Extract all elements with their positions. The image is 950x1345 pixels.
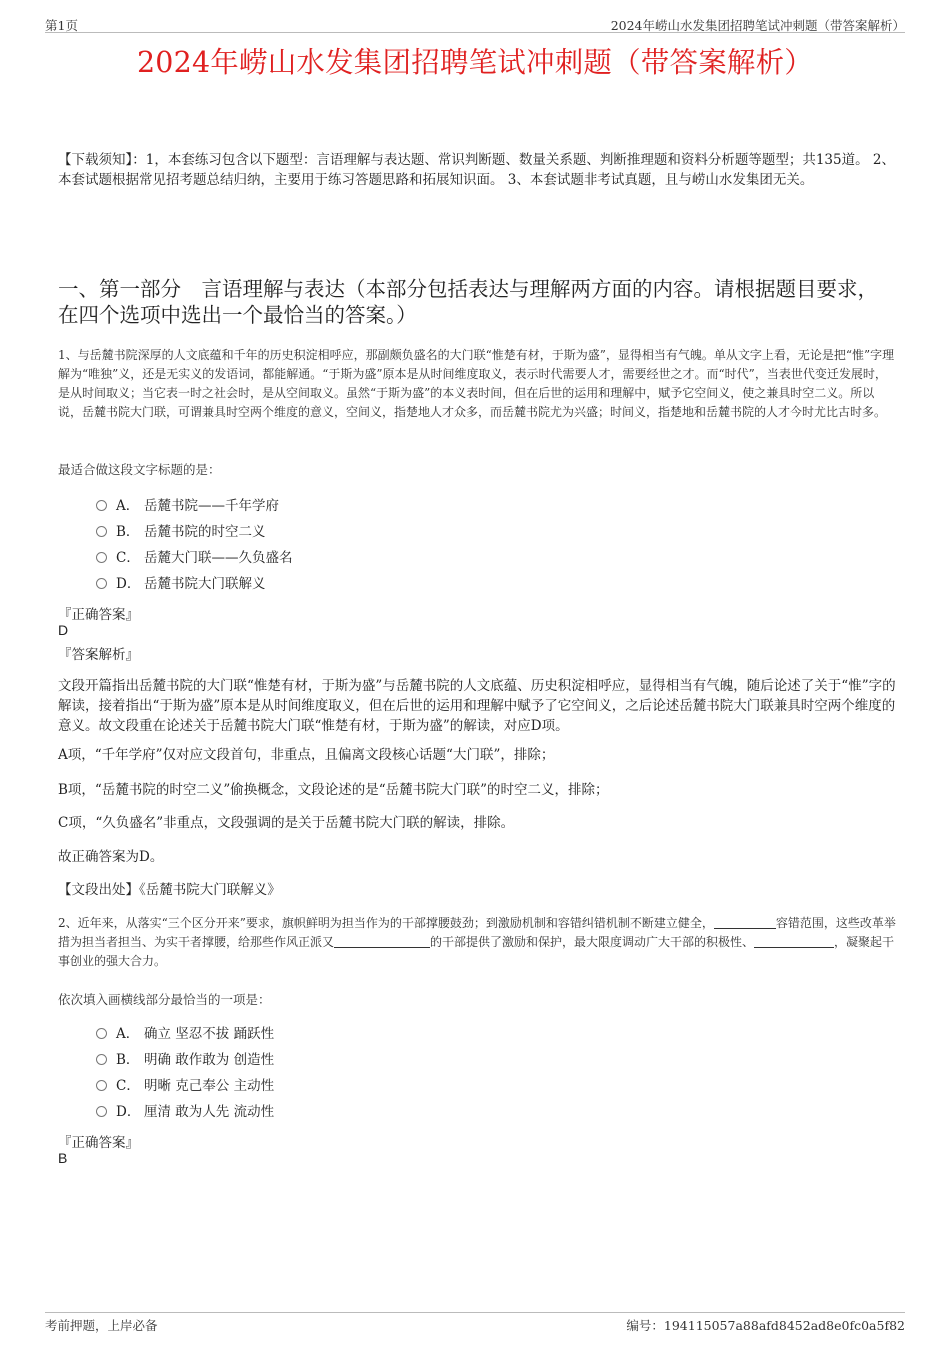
fill-blank-2 — [334, 934, 430, 948]
q2-text-part-3: 的干部提供了激励和保护，最大限度调动广大干部的积极性、 — [430, 935, 755, 949]
q1-analysis-b: B项，“岳麓书院的时空二义”偷换概念，文段论述的是“岳麓书院大门联”的时空二义，排除； — [58, 782, 609, 798]
q1-analysis-conclusion: 故正确答案为D。 — [58, 849, 164, 865]
radio-icon[interactable] — [96, 578, 107, 589]
question-2-text — [58, 914, 898, 971]
radio-icon[interactable] — [96, 552, 107, 563]
q1-option-a[interactable] — [96, 496, 279, 516]
q2-option-d[interactable] — [96, 1102, 274, 1122]
option-text: 明确 敢作敢为 创造性 — [144, 1052, 275, 1068]
q1-answer-label: 『正确答案』 — [58, 607, 139, 623]
q2-text-part-4: ，凝聚起干事创业的强大合力。 — [58, 935, 895, 968]
radio-icon[interactable] — [96, 526, 107, 537]
radio-icon[interactable] — [96, 500, 107, 511]
option-letter: C． — [116, 1078, 140, 1094]
section-title: 一、第一部分 言语理解与表达（本部分包括表达与理解两方面的内容。请根据题目要求，在四个选项中选出一个最恰当的答案。） — [58, 277, 878, 327]
question-2-prompt: 依次填入画横线部分最恰当的一项是： — [58, 992, 271, 1007]
fill-blank-1 — [714, 915, 776, 929]
option-letter: C． — [116, 550, 140, 566]
question-1-prompt: 最适合做这段文字标题的是： — [58, 462, 221, 477]
option-text: 岳麓大门联——久负盛名 — [144, 550, 293, 566]
q1-option-d[interactable] — [96, 574, 266, 594]
option-text: 明晰 克己奉公 主动性 — [144, 1078, 275, 1094]
q2-answer-label: 『正确答案』 — [58, 1135, 139, 1151]
page-footer — [45, 1312, 905, 1333]
q2-option-c[interactable] — [96, 1076, 274, 1096]
radio-icon[interactable] — [96, 1080, 107, 1091]
option-text: 岳麓书院——千年学府 — [144, 498, 279, 514]
radio-icon[interactable] — [96, 1106, 107, 1117]
header-doc-title: 2024年崂山水发集团招聘笔试冲刺题（带答案解析） — [610, 18, 905, 33]
option-text: 确立 坚忍不拔 踊跃性 — [144, 1026, 275, 1042]
option-text: 岳麓书院的时空二义 — [144, 524, 266, 540]
option-letter: A． — [116, 498, 140, 514]
option-text: 厘清 敢为人先 流动性 — [144, 1104, 275, 1120]
option-text: 岳麓书院大门联解义 — [144, 576, 266, 592]
page-header — [45, 14, 905, 33]
q1-source: 【文段出处】《岳麓书院大门联解义》 — [58, 882, 281, 898]
download-notice: 【下载须知】：1，本套练习包含以下题型：言语理解与表达题、常识判断题、数量关系题、判断推理题和资料分析题等题型；共135道。 2、本套试题根据常见招考题总结归纳，主要用于练习答题思路和拓展知识面。 3、本套试题非考试真题，且与崂山水发集团无关。 — [58, 152, 895, 188]
footer-doc-id: 编号：194115057a88afd8452ad8e0fc0a5f82 — [626, 1318, 905, 1333]
q2-answer: B — [58, 1150, 68, 1166]
q1-analysis-c: C项，“久负盛名”非重点，文段强调的是关于岳麓书院大门联的解读，排除。 — [58, 815, 515, 831]
q2-option-a[interactable] — [96, 1024, 274, 1044]
option-letter: D． — [116, 576, 141, 592]
radio-icon[interactable] — [96, 1028, 107, 1039]
q1-answer: D — [58, 622, 69, 638]
page-number: 第1页 — [45, 18, 78, 33]
q2-option-b[interactable] — [96, 1050, 274, 1070]
q1-analysis-a: A项，“千年学府”仅对应文段首句，非重点，且偏离文段核心话题“大门联”，排除； — [58, 747, 555, 763]
radio-icon[interactable] — [96, 1054, 107, 1065]
footer-slogan: 考前押题，上岸必备 — [45, 1318, 158, 1333]
q2-text-part-2: 容错范围，这些改革举措为担当者担当、为实干者撑腰，给那些作风正派又 — [58, 916, 896, 949]
q1-analysis-main: 文段开篇指出岳麓书院的大门联“惟楚有材，于斯为盛”与岳麓书院的人文底蕴、历史积淀相呼应，显得相当有气魄，随后论述了关于“惟”字的解读，接着指出“于斯为盛”原本是从时间维度取义，但在后世的运用和理解中赋予了它空间义，之后论述岳麓书院大门联兼具时空两个维度的意义。故文段重在论述关于岳麓书院大门联“惟楚有材，于斯为盛”的解读，对应D项。 — [58, 678, 896, 734]
q1-option-c[interactable] — [96, 548, 293, 568]
q2-text-part-1: 2、近年来，从落实“三个区分开来”要求，旗帜鲜明为担当作为的干部撑腰鼓劲；到激励机制和容错纠错机制不断建立健全， — [58, 916, 714, 930]
q1-analysis-label: 『答案解析』 — [58, 647, 139, 663]
option-letter: D． — [116, 1104, 141, 1120]
option-letter: B． — [116, 524, 140, 540]
document-title: 2024年崂山水发集团招聘笔试冲刺题（带答案解析） — [136, 46, 814, 79]
question-1-text: 1、与岳麓书院深厚的人文底蕴和千年的历史积淀相呼应，那副颇负盛名的大门联“惟楚有材，于斯为盛”，显得相当有气魄。单从文字上看，无论是把“惟”字理解为“唯独”义，还是无实义的发语词，都能解通。“于斯为盛”原本是从时间维度取义，表示时代需要人才，需要经世之才。而“时代”，当表世代变迁发展时，是从时间取义；当它表一时之社会时，是从空间取义。虽然“于斯为盛”的本义表时间，但在后世的运用和理解中，赋予它空间义，使之兼具时空二义。所以说，岳麓书院大门联，可谓兼具时空两个维度的意义，空间义，指楚地人才众多，而岳麓书院尤为兴盛；时间义，指楚地和岳麓书院的人才今时尤比古时多。 — [58, 348, 895, 419]
option-letter: A． — [116, 1026, 140, 1042]
option-letter: B． — [116, 1052, 140, 1068]
fill-blank-3 — [754, 934, 834, 948]
q1-option-b[interactable] — [96, 522, 266, 542]
